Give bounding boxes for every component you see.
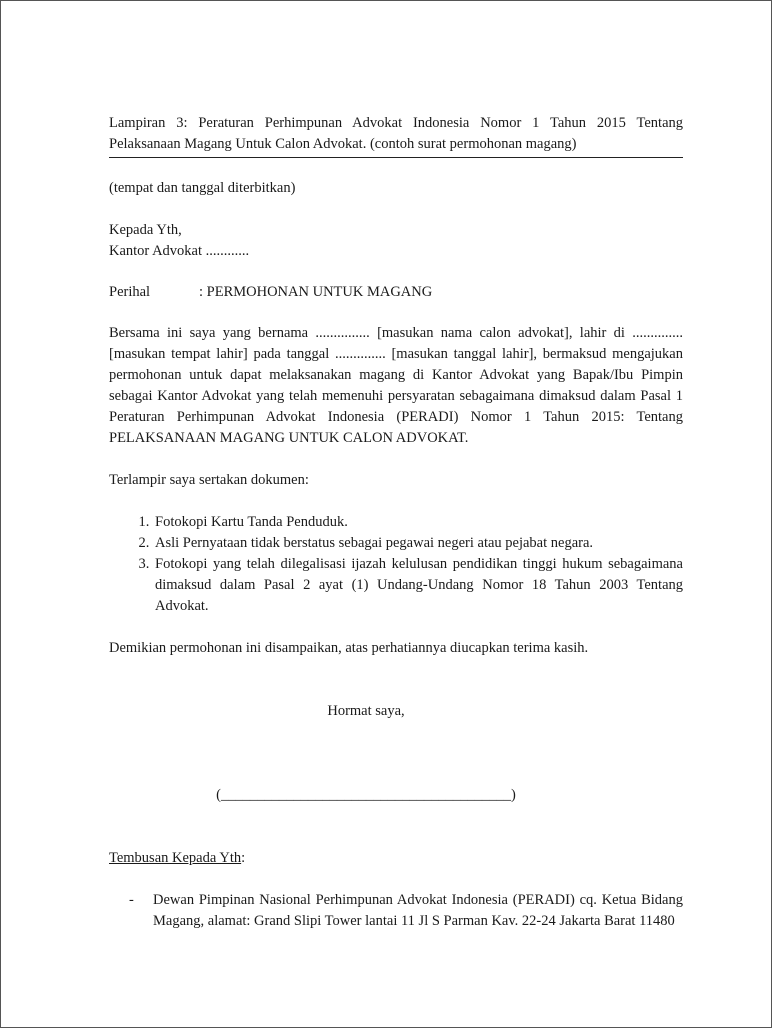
attachments-list xyxy=(109,512,683,617)
subject-row xyxy=(109,282,683,303)
list-item: 1. Fotokopi Kartu Tanda Penduduk. xyxy=(153,512,683,533)
signature-line: (________________________________________) xyxy=(216,787,516,803)
cc-item-text: Dewan Pimpinan Nasional Perhimpunan Advokat Indonesia (PERADI) cq. Ketua Bidang Magang, alamat: Grand Slipi Tower lantai 11 Jl S Parman Kav. 22-24 Jakarta Barat 11480 xyxy=(153,892,683,929)
recipient-line-1: Kepada Yth, xyxy=(109,222,182,238)
cc-label: Tembusan Kepada Yth xyxy=(109,850,242,866)
subject-value: : PERMOHONAN UNTUK MAGANG xyxy=(199,284,433,300)
cc-colon: : xyxy=(241,850,246,866)
cc-item xyxy=(129,890,683,932)
cc-heading xyxy=(109,848,683,869)
list-item: 3. Fotokopi yang telah dilegalisasi ijazah kelulusan pendidikan tinggi hukum sebagaimana dimaksud dalam Pasal 2 ayat (1) Undang-Undang Nomor 18 Tahun 2003 Tentang Advokat. xyxy=(153,554,683,617)
recipient-line-2: Kantor Advokat ............ xyxy=(109,243,250,259)
place-date: (tempat dan tanggal diterbitkan) xyxy=(109,180,296,196)
attachments-intro: Terlampir saya sertakan dokumen: xyxy=(109,472,309,488)
subject-label: Perihal xyxy=(109,284,151,300)
cc-dash: - xyxy=(129,892,134,908)
document-header: Lampiran 3: Peraturan Perhimpunan Advokat Indonesia Nomor 1 Tahun 2015 Tentang Pelaksanaan Magang Untuk Calon Advokat. (contoh surat permohonan magang) xyxy=(109,115,683,152)
letter-body: Bersama ini saya yang bernama ............... [masukan nama calon advokat], lahir di .............. [masukan tempat lahir] pada tanggal .............. [masukan tanggal lahir], bermaksud mengajukan permohonan untuk dapat melaksanakan magang di Kantor Advokat yang Bapak/Ibu Pimpin sebagai Kantor Advokat yang telah memenuhi persyaratan sebagaimana dimaksud dalam Pasal 1 Peraturan Perhimpunan Advokat Indonesia (PERADI) Nomor 1 Tahun 2015: Tentang PELAKSANAAN MAGANG UNTUK CALON ADVOKAT. xyxy=(109,325,683,446)
regards: Hormat saya, xyxy=(327,703,405,719)
letter-content xyxy=(109,113,683,932)
list-item: 2. Asli Pernyataan tidak berstatus sebagai pegawai negeri atau pejabat negara. xyxy=(153,533,683,554)
closing-sentence: Demikian permohonan ini disampaikan, atas perhatiannya diucapkan terima kasih. xyxy=(109,640,589,656)
